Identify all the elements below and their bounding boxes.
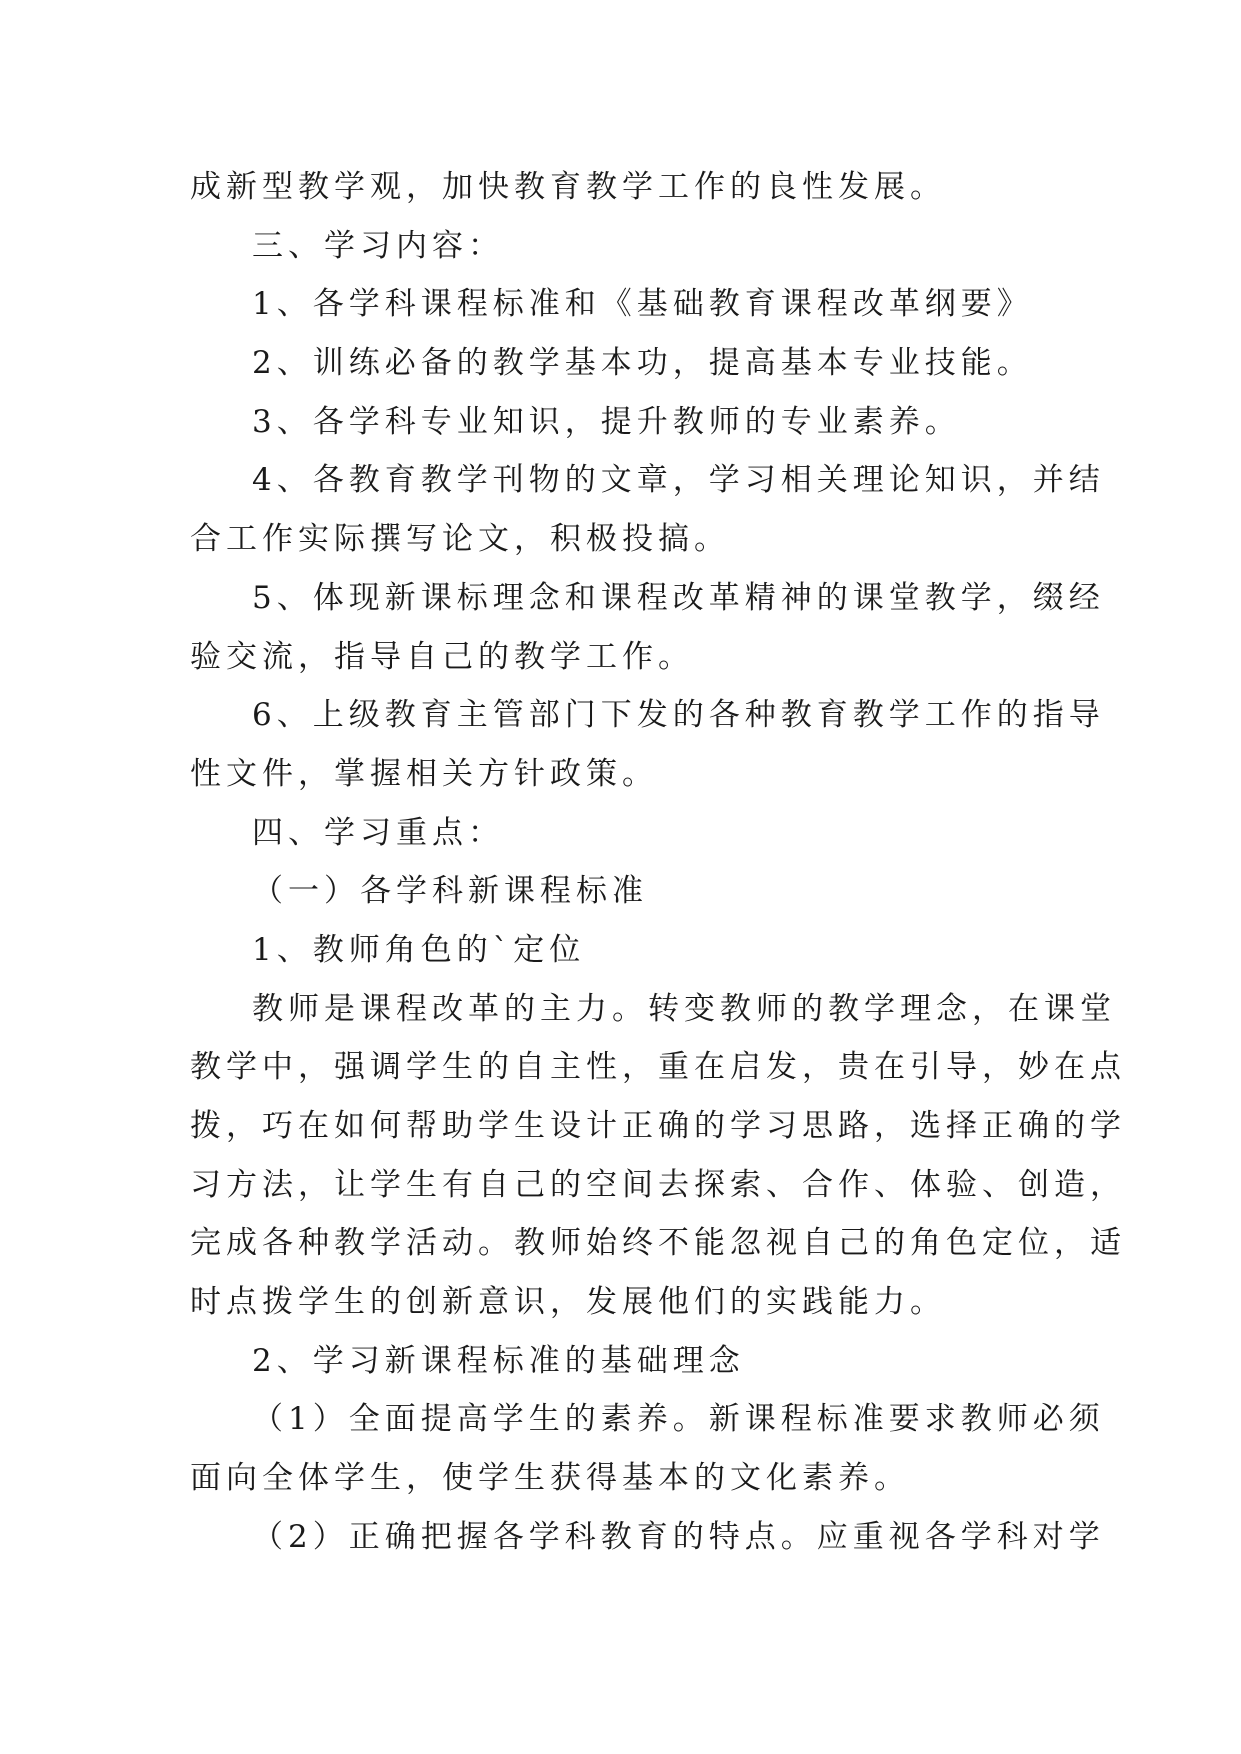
text-line: 1、教师角色的`定位 <box>252 931 586 968</box>
text-line: 4、各教育教学刊物的文章，学习相关理论知识，并结 <box>252 462 1105 499</box>
text-line: 1、各学科课程标准和《基础教育课程改革纲要》 <box>252 286 1033 323</box>
document-body <box>190 158 1126 1567</box>
text-line: 完成各种教学活动。教师始终不能忽视自己的角色定位，适 <box>190 1225 1126 1262</box>
text-line: （1）全面提高学生的素养。新课程标准要求教师必须 <box>252 1401 1105 1438</box>
text-line: 性文件，掌握相关方针政策。 <box>190 755 658 792</box>
text-line: 5、体现新课标理念和课程改革精神的课堂教学，缀经 <box>252 579 1105 616</box>
text-line: 拨，巧在如何帮助学生设计正确的学习思路，选择正确的学 <box>190 1108 1126 1144</box>
text-line: 2、学习新课程标准的基础理念 <box>252 1342 745 1379</box>
text-line: 时点拨学生的创新意识，发展他们的实践能力。 <box>190 1284 946 1321</box>
subsection-heading: （一）各学科新课程标准 <box>252 873 648 910</box>
text-line: 成新型教学观，加快教育教学工作的良性发展。 <box>190 169 946 205</box>
text-line: 面向全体学生，使学生获得基本的文化素养。 <box>190 1460 910 1497</box>
section-heading: 四、学习重点： <box>252 814 504 851</box>
text-line: （2）正确把握各学科教育的特点。应重视各学科对学 <box>252 1518 1105 1555</box>
section-heading: 三、学习内容： <box>252 227 504 264</box>
text-line: 2、训练必备的教学基本功，提高基本专业技能。 <box>252 345 1033 382</box>
text-line: 3、各学科专业知识，提升教师的专业素养。 <box>252 403 961 440</box>
text-line: 合工作实际撰写论文，积极投搞。 <box>190 521 730 558</box>
text-line: 习方法，让学生有自己的空间去探索、合作、体验、创造， <box>190 1166 1126 1203</box>
text-line: 验交流，指导自己的教学工作。 <box>190 638 694 675</box>
text-line: 教学中，强调学生的自主性，重在启发，贵在引导，妙在点 <box>190 1049 1126 1086</box>
text-line: 教师是课程改革的主力。转变教师的教学理念，在课堂 <box>252 990 1116 1027</box>
text-line: 6、上级教育主管部门下发的各种教育教学工作的指导 <box>252 697 1105 734</box>
